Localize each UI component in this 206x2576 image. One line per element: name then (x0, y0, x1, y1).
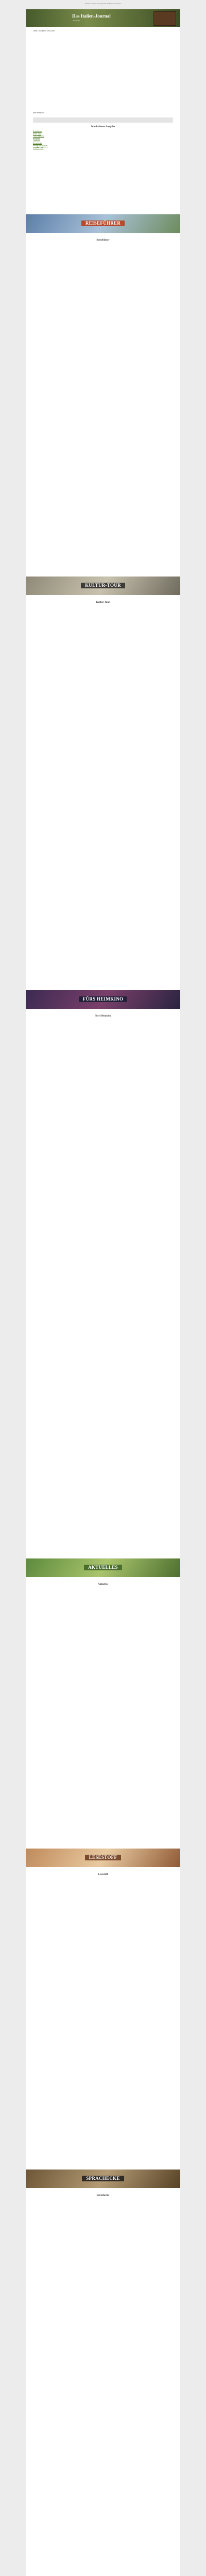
section-sprachecke (26, 2188, 180, 2576)
banner-label: AKTUELLES (84, 1565, 122, 1570)
banner-label: SPRACHECKE (82, 2176, 124, 2181)
section-lesestoff (26, 1867, 180, 2170)
section-text (33, 1588, 173, 1845)
section-aktuelles (26, 1577, 180, 1849)
section-banner-kultur (26, 577, 180, 595)
section-headline: Reiseführer (96, 239, 110, 242)
intro (26, 27, 180, 214)
section-kultur (26, 595, 180, 990)
banner-label: REISEFÜHRER (81, 221, 125, 226)
intro-text-block (33, 35, 173, 112)
section-text (33, 244, 173, 573)
section-banner-sprachecke (26, 2170, 180, 2188)
banner-label: FÜRS HEIMKINO (79, 996, 128, 1002)
toc-link-6[interactable]: Sprachecke (33, 142, 42, 144)
section-headline: Kultur-Tour (96, 601, 110, 604)
highlight-box (33, 117, 173, 123)
toc-heading: Inhalt dieser Ausgabe (91, 126, 115, 128)
toc-link-3[interactable]: Fürs Heimkino (33, 135, 44, 138)
toc-link-1[interactable]: Reiseführer (33, 130, 42, 132)
hero-title: Das Italien-Journal (72, 13, 111, 19)
newsletter-body (26, 9, 180, 2576)
section-text (33, 1878, 173, 2166)
banner-label: LESESTOFF (85, 1855, 122, 1860)
section-banner-heimkino (26, 990, 180, 1009)
toc-link-7[interactable]: Rezept des Monats (33, 144, 48, 147)
intro-signoff: Ihre Redaktion (33, 112, 45, 114)
section-reisefuehrer (26, 233, 180, 577)
section-headline: Fürs Heimkino (94, 1014, 112, 1018)
section-banner-lesestoff (26, 1849, 180, 1867)
section-headline: Lesestoff (98, 1873, 108, 1876)
table-of-contents (33, 130, 173, 149)
section-text (33, 2199, 173, 2576)
banner-label: KULTUR-TOUR (81, 583, 125, 588)
toc-link-8[interactable]: Zu guter Letzt (33, 147, 44, 149)
preheader[interactable]: Probleme mit der Anzeige? Hier im Browser ansehen (84, 3, 122, 5)
hero-subtitle: Newsletter (73, 20, 81, 22)
section-text (33, 606, 173, 987)
toc-link-2[interactable]: Kultur-Tour (33, 132, 42, 135)
hero-banner (26, 9, 180, 27)
section-banner-reisefuehrer (26, 214, 180, 233)
toc-link-5[interactable]: Lesestoff (33, 140, 40, 142)
toc-spacer (33, 149, 173, 211)
toc-link-4[interactable]: Aktuelles (33, 137, 40, 140)
section-text (33, 1020, 173, 1555)
section-headline: Aktuelles (98, 1583, 108, 1586)
section-heimkino (26, 1009, 180, 1558)
hero-sign-image (153, 11, 176, 26)
intro-greeting: Liebe Leserinnen und Leser, (33, 30, 55, 32)
section-headline: Sprachecke (96, 2194, 110, 2197)
section-banner-aktuelles (26, 1558, 180, 1577)
